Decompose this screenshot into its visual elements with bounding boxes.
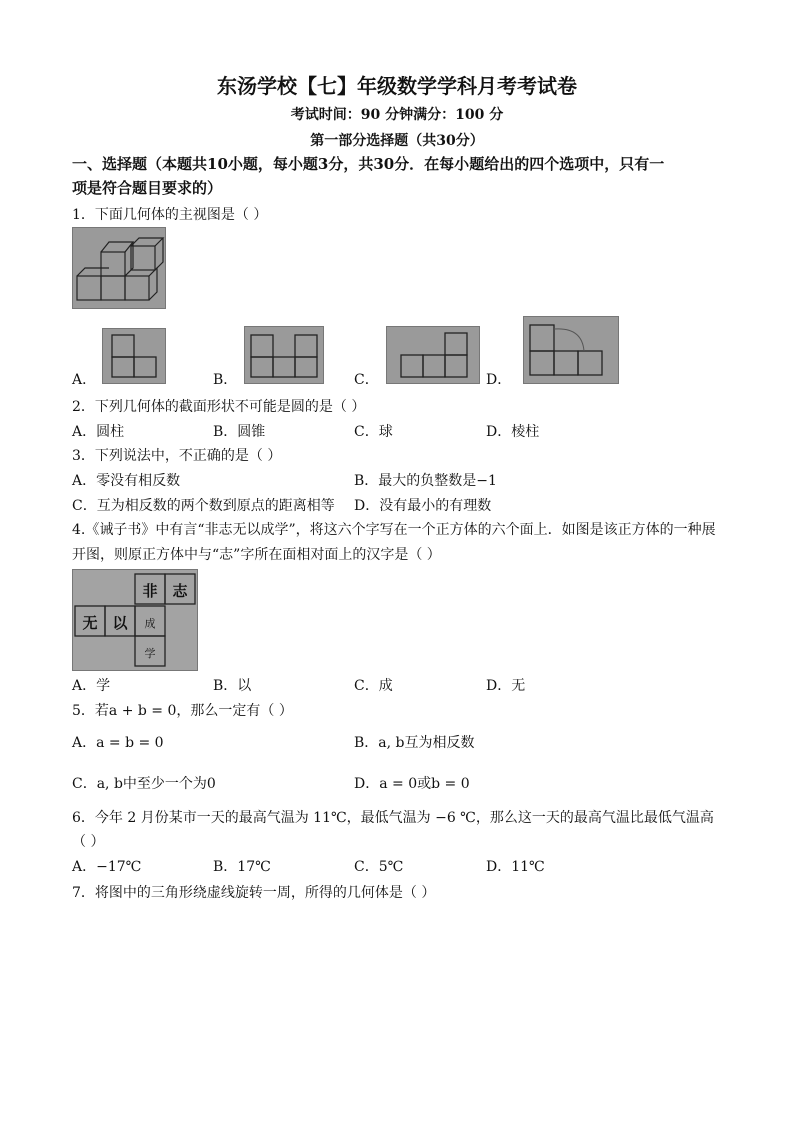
q1-option-d[interactable]: D．	[486, 372, 512, 388]
net-char-fei: 非	[142, 582, 158, 600]
q7-stem: 7．将图中的三角形绕虚线旋转一周，所得的几何体是（ ）	[72, 885, 436, 901]
q4-cube-net-figure	[72, 569, 198, 671]
section-heading-line1: 一、选择题（本题共10小题，每小题3分，共30分．在每小题给出的四个选项中，只有一	[72, 155, 665, 173]
q4-option-a[interactable]: A．学	[72, 678, 111, 694]
q5-option-d[interactable]: D．a = 0或b = 0	[354, 776, 470, 792]
q5-option-b[interactable]: B．a, b互为相反数	[354, 735, 475, 751]
net-char-zhi: 志	[172, 582, 188, 600]
q2-option-c[interactable]: C．球	[354, 424, 393, 440]
q2-stem: 2．下列几何体的截面形状不可能是圆的是（ ）	[72, 399, 366, 415]
q1-option-a-figure	[102, 328, 166, 384]
q4-stem-line1: 4.《诫子书》中有言“非志无以成学”，将这六个字写在一个正方体的六个面上．如图是该正方体的一种展	[72, 522, 716, 538]
q1-option-b[interactable]: B．	[213, 372, 238, 388]
q2-option-a[interactable]: A．圆柱	[72, 424, 125, 440]
q6-option-b[interactable]: B．17℃	[213, 859, 271, 875]
q1-stem: 1．下面几何体的主视图是（ ）	[72, 207, 268, 223]
q2-option-d[interactable]: D．棱柱	[486, 424, 540, 440]
q1-option-a[interactable]: A．	[72, 372, 97, 388]
q3-stem: 3．下列说法中，不正确的是（ ）	[72, 448, 282, 464]
q4-option-c[interactable]: C．成	[354, 678, 393, 694]
q3-option-b[interactable]: B．最大的负整数是−1	[354, 473, 497, 489]
q4-option-b[interactable]: B．以	[213, 678, 252, 694]
q4-stem-line2: 开图，则原正方体中与“志”字所在面相对面上的汉字是（ ）	[72, 547, 441, 563]
net-char-cheng: 成	[144, 617, 156, 630]
q6-option-d[interactable]: D．11℃	[486, 859, 545, 875]
q5-stem: 5．若a + b = 0，那么一定有（ ）	[72, 703, 293, 719]
part-title: 第一部分选择题（共30分）	[310, 133, 484, 149]
q5-option-c[interactable]: C．a, b中至少一个为0	[72, 776, 216, 792]
q4-option-d[interactable]: D．无	[486, 678, 526, 694]
q6-stem-line1: 6．今年 2 月份某市一天的最高气温为 11℃，最低气温为 −6 ℃，那么这一天的最高气温比最低气温高	[72, 810, 714, 826]
page-title: 东汤学校【七】年级数学学科月考考试卷	[217, 74, 577, 98]
q1-option-c[interactable]: C．	[354, 372, 379, 388]
q3-option-d[interactable]: D．没有最小的有理数	[354, 498, 492, 514]
q1-option-c-figure	[386, 326, 480, 384]
q6-option-a[interactable]: A．−17℃	[72, 859, 142, 875]
q1-solid-figure	[72, 227, 166, 309]
net-char-xue: 学	[144, 647, 156, 660]
net-char-yi: 以	[112, 614, 128, 632]
net-char-wu: 无	[82, 614, 98, 632]
q1-option-d-figure	[523, 316, 619, 384]
q3-option-c[interactable]: C．互为相反数的两个数到原点的距离相等	[72, 498, 335, 514]
q6-stem-line2: （ ）	[72, 834, 105, 850]
q2-option-b[interactable]: B．圆锥	[213, 424, 266, 440]
q5-option-a[interactable]: A．a = b = 0	[72, 735, 164, 751]
q1-option-b-figure	[244, 326, 324, 384]
exam-info: 考试时间：90 分钟满分：100 分	[290, 107, 504, 123]
q6-option-c[interactable]: C．5℃	[354, 859, 404, 875]
q3-option-a[interactable]: A．零没有相反数	[72, 473, 181, 489]
section-heading-line2: 项是符合题目要求的）	[72, 179, 223, 197]
